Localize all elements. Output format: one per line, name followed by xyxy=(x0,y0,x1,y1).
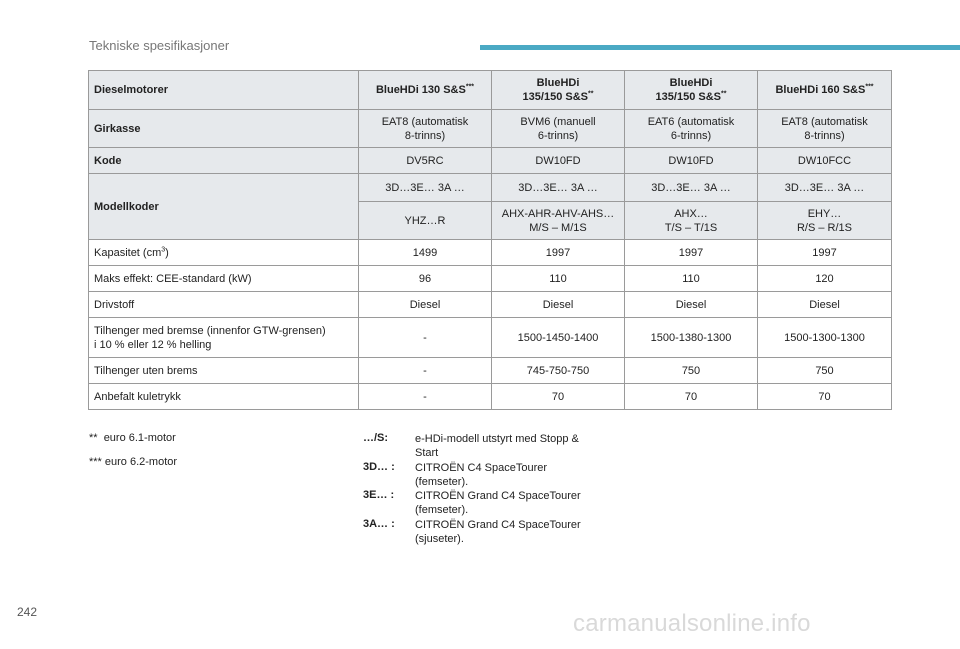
table-cell: 3D…3E… 3A … xyxy=(492,174,625,202)
table-cell: DV5RC xyxy=(359,148,492,174)
section-title: Tekniske spesifikasjoner xyxy=(89,38,230,53)
table-cell: 96 xyxy=(359,266,492,292)
table-cell: 120 xyxy=(758,266,892,292)
table-cell: DW10FCC xyxy=(758,148,892,174)
table-cell: 110 xyxy=(625,266,758,292)
header-col-3: BlueHDi 135/150 S&S** xyxy=(625,71,758,110)
table-row-max-power xyxy=(89,266,892,292)
table-cell: EAT8 (automatisk 8-trinns) xyxy=(758,110,892,148)
table-cell: Diesel xyxy=(758,292,892,318)
table-cell: 1499 xyxy=(359,240,492,266)
table-cell: 745-750-750 xyxy=(492,358,625,384)
table-cell: DW10FD xyxy=(492,148,625,174)
table-row-nose-weight xyxy=(89,384,892,410)
table-cell: - xyxy=(359,318,492,358)
table-cell: 1997 xyxy=(625,240,758,266)
table-cell: 750 xyxy=(758,358,892,384)
row-label: Drivstoff xyxy=(89,292,359,318)
table-row-capacity xyxy=(89,240,892,266)
table-cell: BVM6 (manuell 6-trinns) xyxy=(492,110,625,148)
table-cell: 1500-1300-1300 xyxy=(758,318,892,358)
table-cell: - xyxy=(359,358,492,384)
row-label: Anbefalt kuletrykk xyxy=(89,384,359,410)
row-label: Maks effekt: CEE-standard (kW) xyxy=(89,266,359,292)
header-col-2: BlueHDi 135/150 S&S** xyxy=(492,71,625,110)
table-cell: - xyxy=(359,384,492,410)
footnote-euro61: ** euro 6.1-motor xyxy=(89,432,176,444)
table-row-model-codes xyxy=(89,174,892,202)
table-cell: 110 xyxy=(492,266,625,292)
row-label: Modellkoder xyxy=(89,174,359,240)
row-label: Tilhenger med bremse (innenfor GTW-grensen) i 10 % eller 12 % helling xyxy=(89,318,359,358)
row-label: Girkasse xyxy=(89,110,359,148)
header-label: Dieselmotorer xyxy=(89,71,359,110)
row-label: Kapasitet $(cm^3)$ xyxy=(89,240,359,266)
watermark: carmanualsonline.info xyxy=(573,610,811,637)
table-row-unbraked-trailer xyxy=(89,358,892,384)
page-number: 242 xyxy=(17,605,38,619)
table-cell: 3D…3E… 3A … xyxy=(625,174,758,202)
table-cell: AHX-AHR-AHV-AHS… M/S – M/1S xyxy=(492,202,625,240)
table-row-fuel xyxy=(89,292,892,318)
table-cell: Diesel xyxy=(359,292,492,318)
table-cell: 750 xyxy=(625,358,758,384)
table-row-gearbox xyxy=(89,110,892,148)
table-cell: Diesel xyxy=(492,292,625,318)
table-cell: 70 xyxy=(625,384,758,410)
table-cell: EHY… R/S – R/1S xyxy=(758,202,892,240)
table-cell: 3D…3E… 3A … xyxy=(758,174,892,202)
table-cell: 1500-1450-1400 xyxy=(492,318,625,358)
table-cell: 1500-1380-1300 xyxy=(625,318,758,358)
row-label: Tilhenger uten brems xyxy=(89,358,359,384)
table-cell: YHZ…R xyxy=(359,202,492,240)
table-cell: 70 xyxy=(758,384,892,410)
table-cell: 3D…3E… 3A … xyxy=(359,174,492,202)
table-cell: EAT6 (automatisk 6-trinns) xyxy=(625,110,758,148)
row-label: Kode xyxy=(89,148,359,174)
table-row-code xyxy=(89,148,892,174)
header-accent-bar xyxy=(480,45,960,50)
engine-spec-table xyxy=(88,70,892,410)
header-col-1: BlueHDi 130 S&S*** xyxy=(359,71,492,110)
footnote-euro62: *** euro 6.2-motor xyxy=(89,456,178,468)
table-cell: 70 xyxy=(492,384,625,410)
table-header-row xyxy=(89,71,892,110)
header-col-4: BlueHDi 160 S&S*** xyxy=(758,71,892,110)
table-cell: 1997 xyxy=(492,240,625,266)
table-row-braked-trailer xyxy=(89,318,892,358)
table-cell: 1997 xyxy=(758,240,892,266)
table-cell: EAT8 (automatisk 8-trinns) xyxy=(359,110,492,148)
table-cell: Diesel xyxy=(625,292,758,318)
table-cell: DW10FD xyxy=(625,148,758,174)
table-cell: AHX… T/S – T/1S xyxy=(625,202,758,240)
